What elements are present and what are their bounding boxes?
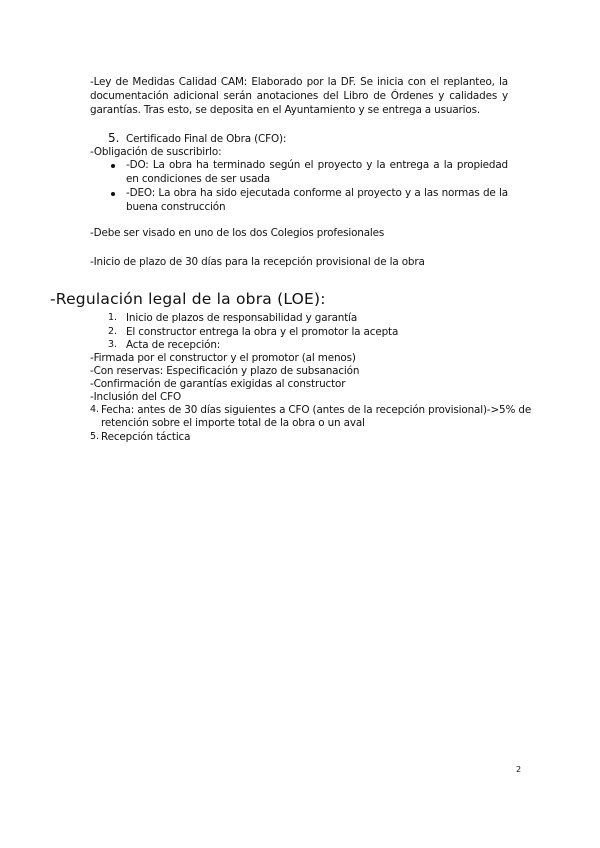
acta-line-firmada: -Firmada por el constructor y el promotor (al menos)	[90, 352, 356, 364]
list-number-1: 1.	[108, 312, 118, 323]
list-number-2: 2.	[108, 326, 118, 337]
list-number-5b: 5.	[90, 431, 100, 442]
acta-line-reservas: -Con reservas: Especificación y plazo de subsanación	[90, 365, 360, 377]
paragraph-ley-medidas-calidad: -Ley de Medidas Calidad CAM: Elaborado por la DF. Se inicia con el replanteo, la documentación adicional serán anotaciones del Libro de Órdenes y calidades y garantías. Tras esto, se deposita en el Ayuntamiento y se entrega a usuarios.	[90, 76, 508, 116]
loe-item-1: Inicio de plazos de responsabilidad y garantía	[126, 312, 358, 324]
list-number-3: 3.	[108, 339, 118, 350]
acta-line-cfo: -Inclusión del CFO	[90, 391, 182, 403]
acta-line-garantias: -Confirmación de garantías exigidas al constructor	[90, 378, 346, 390]
page-number: 2	[516, 765, 522, 774]
cfo-bullet-do: -DO: La obra ha terminado según el proyecto y la entrega a la propiedad en condiciones de ser usada	[126, 159, 508, 185]
cfo-bullet-deo: -DEO: La obra ha sido ejecutada conforme al proyecto y a las normas de la buena construcción	[126, 187, 508, 213]
list-number-5: 5.	[108, 131, 120, 145]
loe-item-2: El constructor entrega la obra y el promotor la acepta	[126, 326, 399, 338]
loe-item-3: Acta de recepción:	[126, 339, 221, 351]
loe-item-4-line1: Fecha: antes de 30 días siguientes a CFO (antes de la recepción provisional)->5% de	[101, 404, 532, 416]
bullet-icon	[111, 192, 115, 196]
cfo-obligation: -Obligación de suscribirlo:	[90, 146, 222, 158]
section-heading-loe: -Regulación legal de la obra (LOE):	[50, 290, 326, 308]
list-number-4: 4.	[90, 404, 100, 415]
cfo-visado: -Debe ser visado en uno de los dos Colegios profesionales	[90, 227, 385, 239]
bullet-icon	[111, 164, 115, 168]
cfo-title: Certificado Final de Obra (CFO):	[126, 133, 287, 145]
loe-item-4-line2: retención sobre el importe total de la obra o un aval	[101, 417, 365, 429]
loe-item-5: Recepción táctica	[101, 431, 191, 443]
cfo-plazo: -Inicio de plazo de 30 días para la recepción provisional de la obra	[90, 256, 425, 268]
